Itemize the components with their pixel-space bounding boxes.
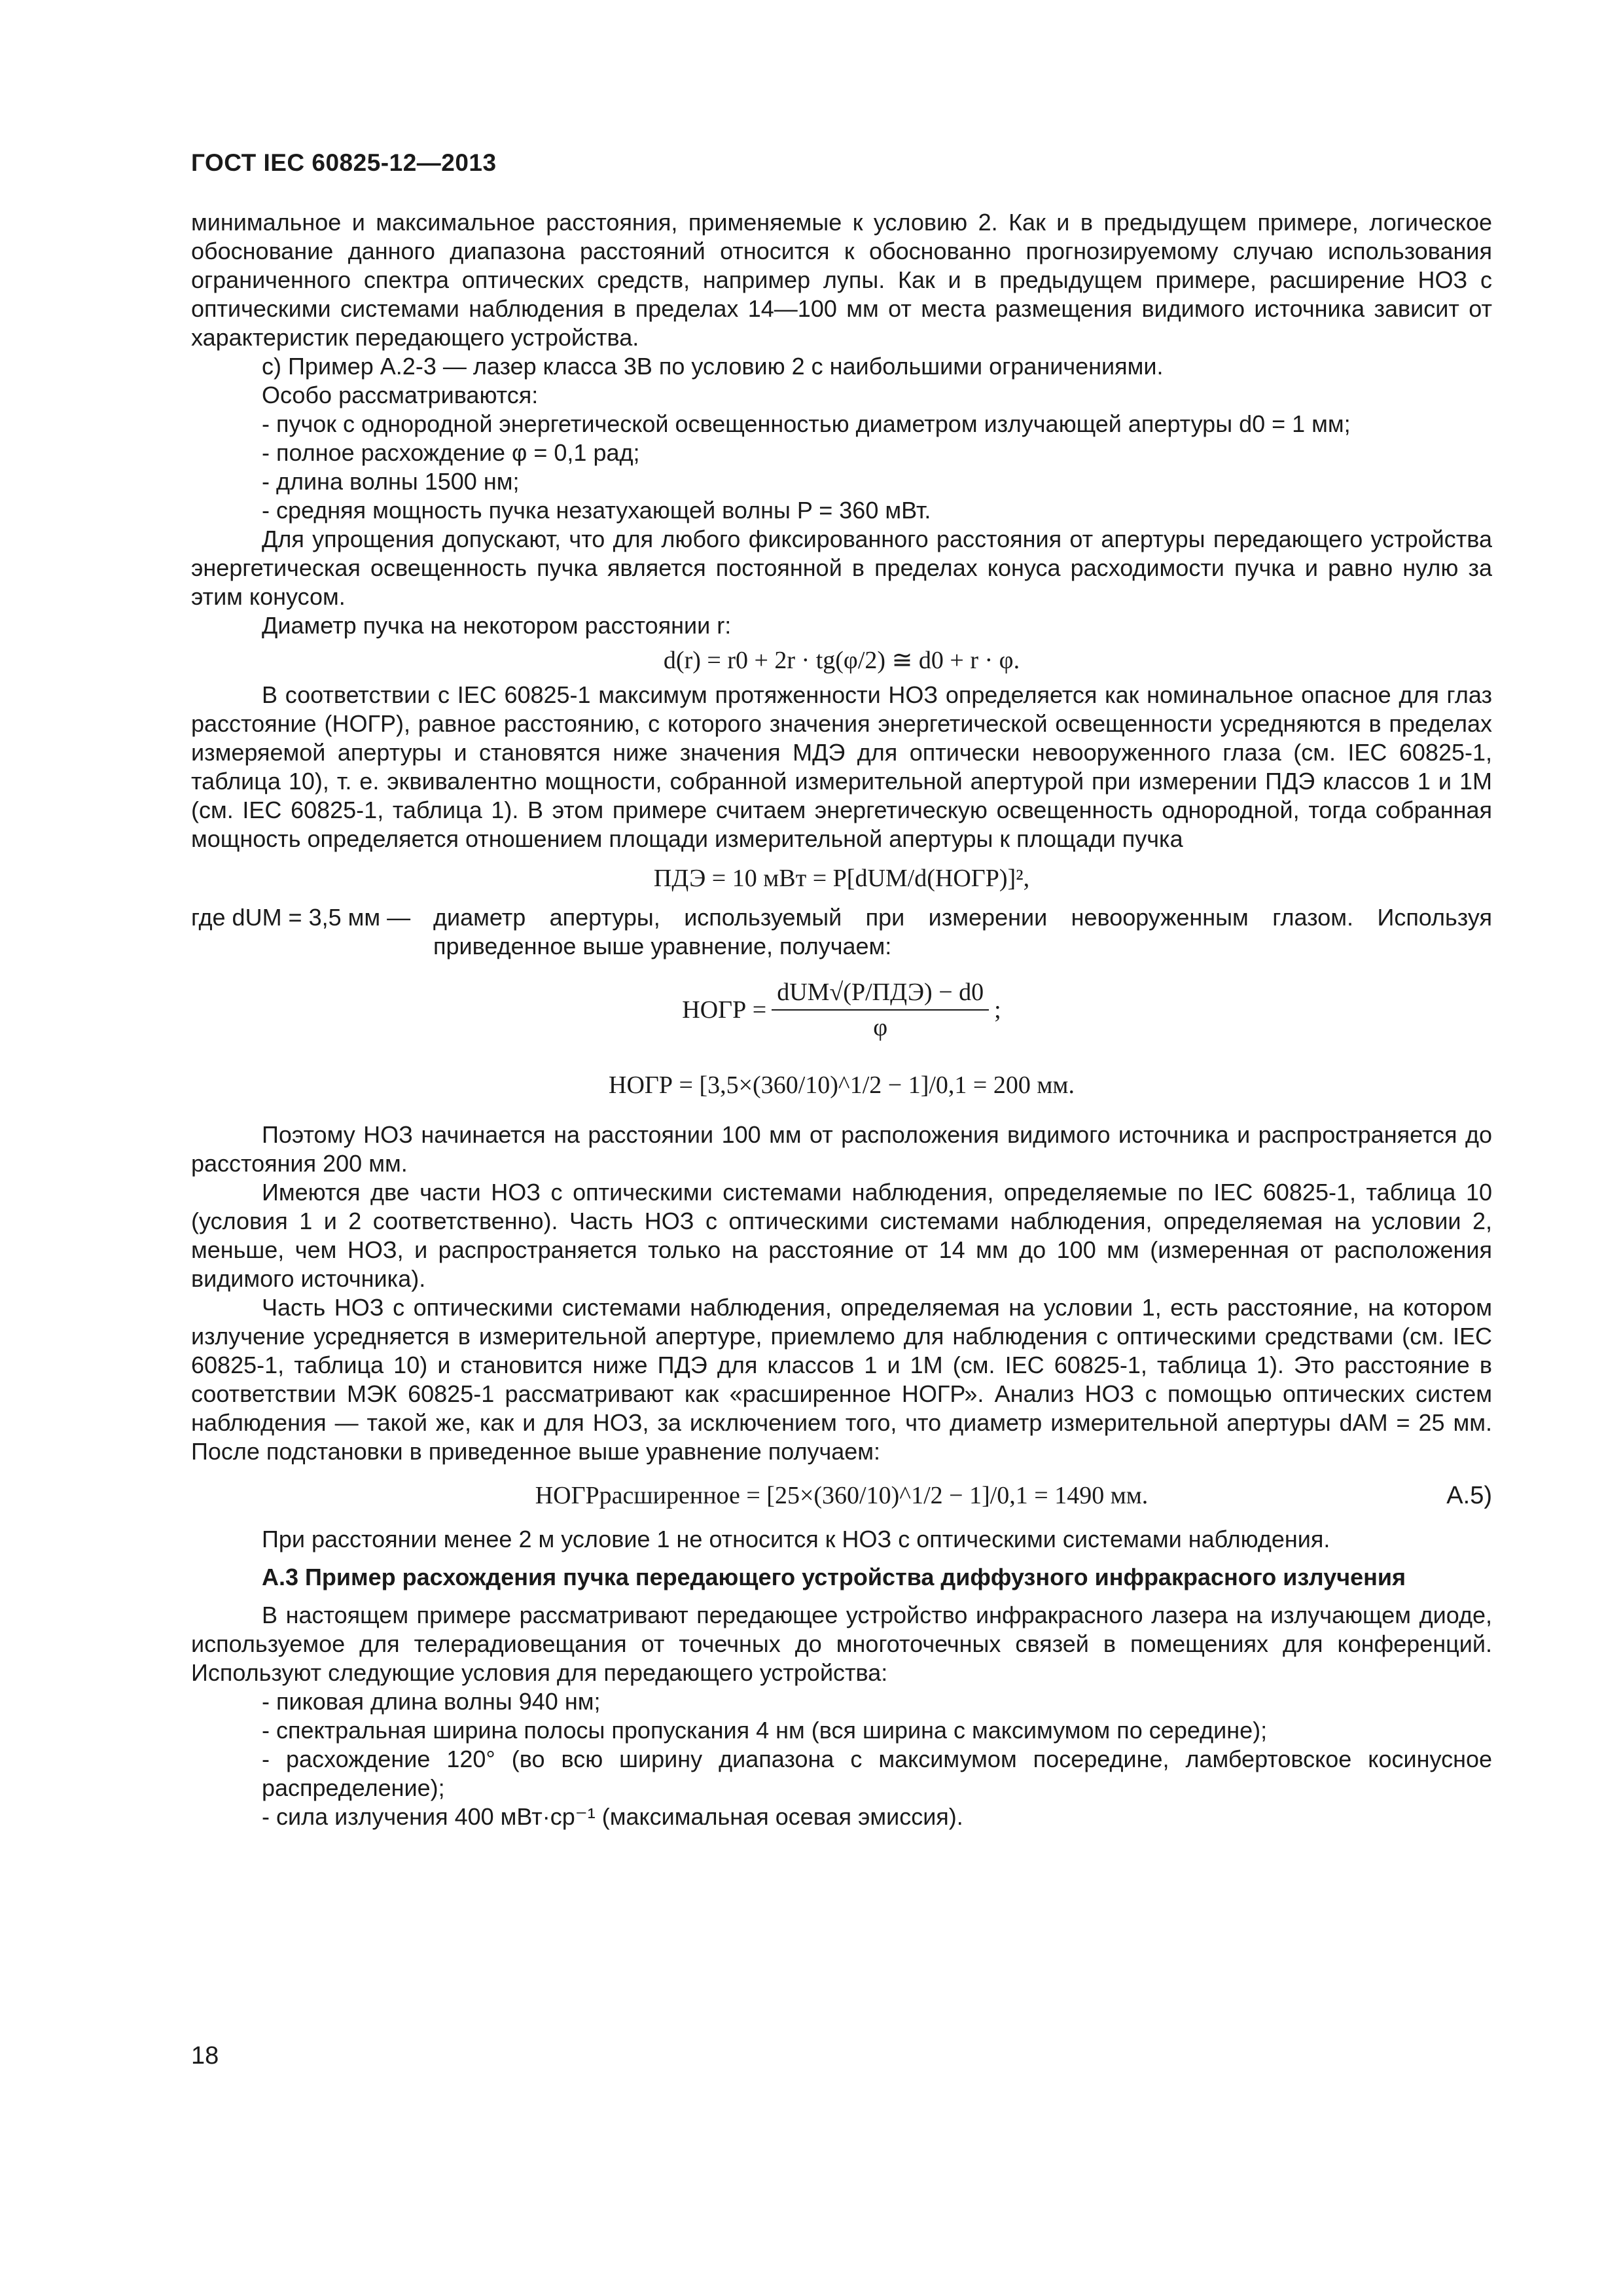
paragraph-example: с) Пример А.2-3 — лазер класса 3В по условию 2 с наибольшими ограничениями.	[262, 353, 1164, 380]
formula-beam-diameter	[191, 640, 1492, 681]
paragraph: В настоящем примере рассматривают передающее устройство инфракрасного лазера на излучающем диоде, используемое для телерадиовещания от точечных до многоточечных связей в помещениях для конференций. Используют следующие условия для передающего устройства:	[191, 1602, 1492, 1686]
where-definition	[191, 903, 1492, 961]
paragraph: Особо рассматриваются:	[262, 382, 539, 408]
formula-text: НОГРрасширенное = [25×(360/10)^1/2 − 1]/0,1 = 1490 мм.	[535, 1482, 1149, 1509]
list-item: - полное расхождение φ = 0,1 рад;	[262, 439, 640, 466]
equation-number: A.5)	[1446, 1482, 1492, 1509]
formula-nogr-extended	[191, 1466, 1492, 1525]
document-body	[191, 208, 1492, 1831]
paragraph: Часть НОЗ с оптическими системами наблюдения, определяемая на условии 1, есть расстояние, на котором излучение усредняется в измерительной апертуре, приемлемо для наблюдения с оптическими средствами (см. IEC 60825-1, таблица 10) и становится ниже ПДЭ для классов 1 и 1М (см. IEC 60825-1, таблица 1). Это расстояние в соответствии МЭК 60825-1 рассматривают как «расширенное НОГР». Анализ НОЗ с помощью оптических систем наблюдения — такой же, как и для НОЗ, за исключением того, что диаметр измерительной апертуры dAM = 25 мм. После подстановки в приведенное выше уравнение получаем:	[191, 1294, 1492, 1465]
fraction-denominator: φ	[873, 1014, 888, 1041]
formula-lhs: НОГР =	[682, 996, 767, 1024]
page-number: 18	[191, 2042, 219, 2070]
spacer	[191, 1554, 1492, 1563]
document-header: ГОСТ IEC 60825-12—2013	[191, 149, 497, 176]
list-item: - сила излучения 400 мВт·ср⁻¹ (максимальная осевая эмиссия).	[262, 1803, 963, 1830]
formula-nogr-general	[191, 961, 1492, 1059]
list-item: - спектральная ширина полосы пропускания 4 нм (вся ширина с максимумом по середине);	[262, 1717, 1268, 1744]
list-item: - пучок с однородной энергетической освещенностью диаметром излучающей апертуры d0 = 1 мм;	[262, 410, 1351, 437]
list-item: - пиковая длина волны 940 нм;	[262, 1688, 601, 1715]
list-item: - расхождение 120° (во всю ширину диапазона с максимумом посередине, ламбертовское косинусное распределение);	[262, 1746, 1492, 1801]
where-symbol: где dUM = 3,5 мм —	[191, 904, 411, 931]
where-description: диаметр апертуры, используемый при измерении невооруженным глазом. Используя приведенное выше уравнение, получаем:	[433, 904, 1492, 960]
formula-nogr-value	[191, 1059, 1492, 1111]
formula-text: НОГР = [3,5×(360/10)^1/2 − 1]/0,1 = 200 мм.	[609, 1071, 1075, 1099]
paragraph: Для упрощения допускают, что для любого фиксированного расстояния от апертуры передающего устройства энергетическая освещенность пучка является постоянной в пределах конуса расходимости пучка и равно нулю за этим конусом.	[191, 526, 1492, 610]
formula-fraction	[772, 978, 989, 1042]
formula-text: d(r) = r0 + 2r · tg(φ/2) ≅ d0 + r · φ.	[663, 647, 1020, 674]
paragraph: минимальное и максимальное расстояния, применяемые к условию 2. Как и в предыдущем примере, логическое обоснование данного диапазона расстояний относится к обоснованно прогнозируемому случаю использования ограниченного спектра оптических средств, например лупы. Как и в предыдущем примере, расширение НОЗ с оптическими системами наблюдения в пределах 14—100 мм от места размещения видимого источника зависит от характеристик передающего устройства.	[191, 209, 1492, 351]
paragraph: Поэтому НОЗ начинается на расстоянии 100 мм от расположения видимого источника и распространяется до расстояния 200 мм.	[191, 1121, 1492, 1177]
formula-pde	[191, 853, 1492, 903]
paragraph: Имеются две части НОЗ с оптическими системами наблюдения, определяемые по IEC 60825-1, таблица 10 (условия 1 и 2 соответственно). Часть НОЗ с оптическими системами наблюдения, определяемая на условии 2, меньше, чем НОЗ, и распространяется только на расстояние от 14 мм до 100 мм (измеренная от расположения видимого источника).	[191, 1179, 1492, 1292]
list-item: - средняя мощность пучка незатухающей волны P = 360 мВт.	[262, 497, 931, 524]
fraction-numerator: dUM√(P/ПДЭ) − d0	[772, 978, 989, 1011]
paragraph: В соответствии с IEC 60825-1 максимум протяженности НОЗ определяется как номинальное опасное для глаз расстояние (НОГР), равное расстоянию, с которого значения энергетической освещенности усредняются в пределах измеряемой апертуры и становятся ниже значения МДЭ для оптически невооруженного глаза (см. IEC 60825-1, таблица 10), т. е. эквивалентно мощности, собранной измерительной апертурой при измерении ПДЭ классов 1 и 1М (см. IEC 60825-1, таблица 1). В этом примере считаем энергетическую освещенность однородной, тогда собранная мощность определяется отношением площади измерительной апертуры к площади пучка	[191, 681, 1492, 852]
paragraph: Диаметр пучка на некотором расстоянии r:	[262, 612, 732, 639]
section-heading: А.3 Пример расхождения пучка передающего устройства диффузного инфракрасного излучения	[262, 1564, 1406, 1590]
paragraph: При расстоянии менее 2 м условие 1 не относится к НОЗ с оптическими системами наблюдения.	[262, 1526, 1330, 1552]
spacer	[191, 1111, 1492, 1121]
list-item: - длина волны 1500 нм;	[262, 468, 520, 495]
formula-tail: ;	[994, 996, 1001, 1024]
spacer	[191, 1592, 1492, 1601]
formula-text: ПДЭ = 10 мВт = P[dUM/d(НОГР)]²,	[653, 865, 1030, 892]
